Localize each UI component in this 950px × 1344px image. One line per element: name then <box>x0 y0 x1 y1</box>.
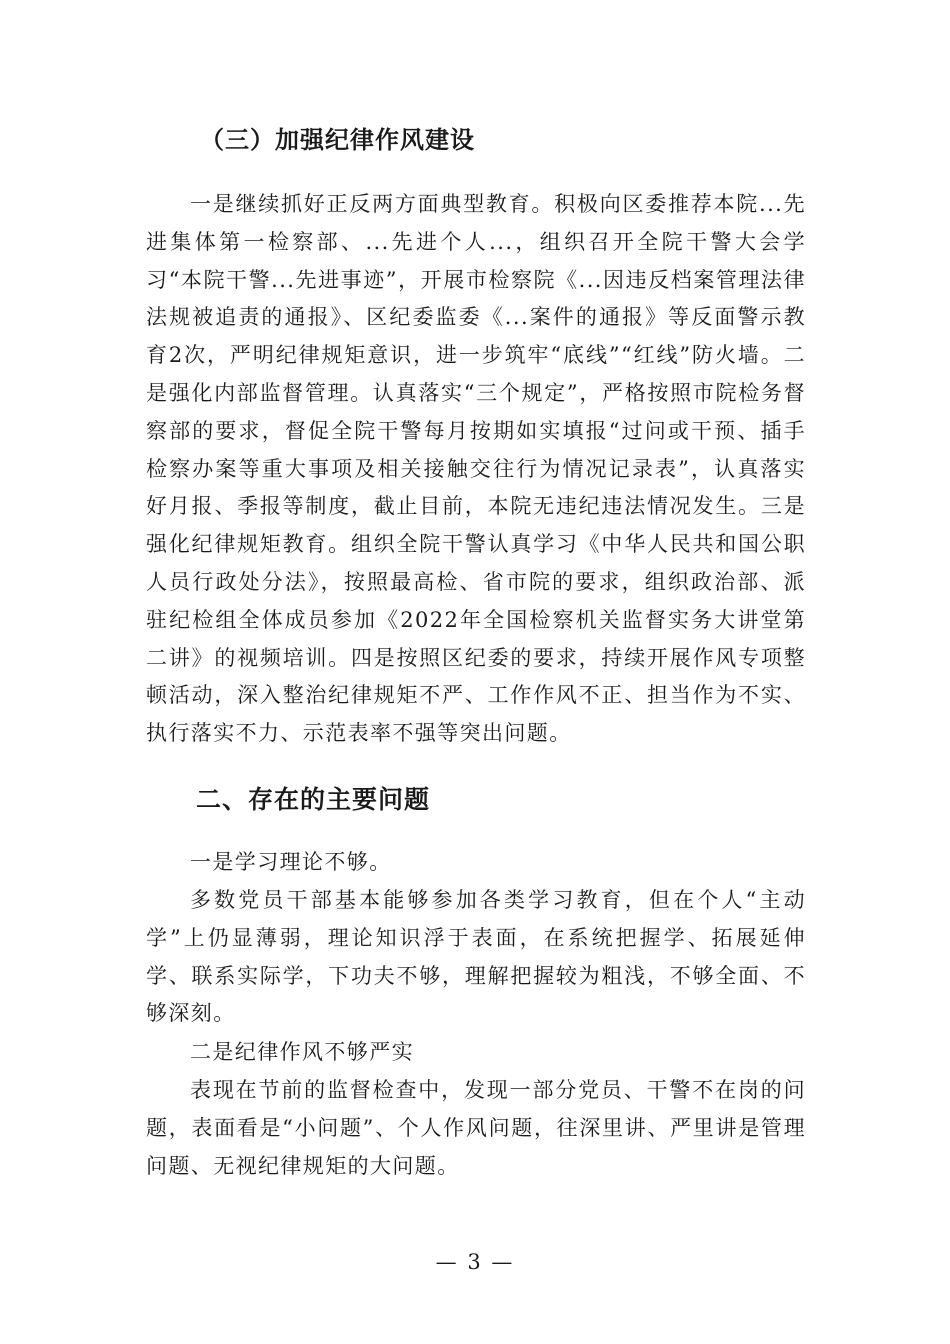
problem-1-title: 一是学习理论不够。 <box>190 850 392 874</box>
problem-2-title: 二是纪律作风不够严实 <box>190 1040 414 1064</box>
problem-1-body: 多数党员干部基本能够参加各类学习教育，但在个人“主动学”上仍显薄弱，理论知识浮于表面，在系统把握学、拓展延伸学、联系实际学，下功夫不够，理解把握较为粗浅，不够全面、不够深刻。 <box>146 888 806 1026</box>
problem-2-body: 表现在节前的监督检查中，发现一部分党员、干警不在岗的问题，表面看是“小问题”、个人作风问题，往深里讲、严里讲是管理问题、无视纪律规矩的大问题。 <box>146 1078 806 1178</box>
section-heading-main-problems: 二、存在的主要问题 <box>196 785 431 814</box>
section-heading-discipline: （三）加强纪律作风建设 <box>200 126 475 154</box>
paragraph-discipline-measures: 一是继续抓好正反两方面典型教育。积极向区委推荐本院...先进集体第一检察部、...先进个人...，组织召开全院干警大会学习“本院干警...先进事迹”，开展市检察院《...因违反档案管理法律法规被追责的通报》、区纪委监委《...案件的通报》等反面警示教育2次，严明纪律规矩意识，进一步筑牢“底线”“红线”防火墙。二是强化内部监督管理。认真落实“三个规定”，严格按照市院检务督察部的要求，督促全院干警每月按期如实填报“过问或干预、插手检察办案等重大事项及相关接触交往行为情况记录表”，认真落实好月报、季报等制度，截止目前，本院无违纪违法情况发生。三是强化纪律规矩教育。组织全院干警认真学习《中华人民共和国公职人员行政处分法》，按照最高检、省市院的要求，组织政治部、派驻纪检组全体成员参加《2022年全国检察机关监督实务大讲堂第二讲》的视频培训。四是按照区纪委的要求，持续开展作风专项整顿活动，深入整治纪律规矩不严、工作作风不正、担当作为不实、执行落实不力、示范表率不强等突出问题。 <box>146 192 806 746</box>
page-number: — 3 — <box>435 1250 515 1274</box>
